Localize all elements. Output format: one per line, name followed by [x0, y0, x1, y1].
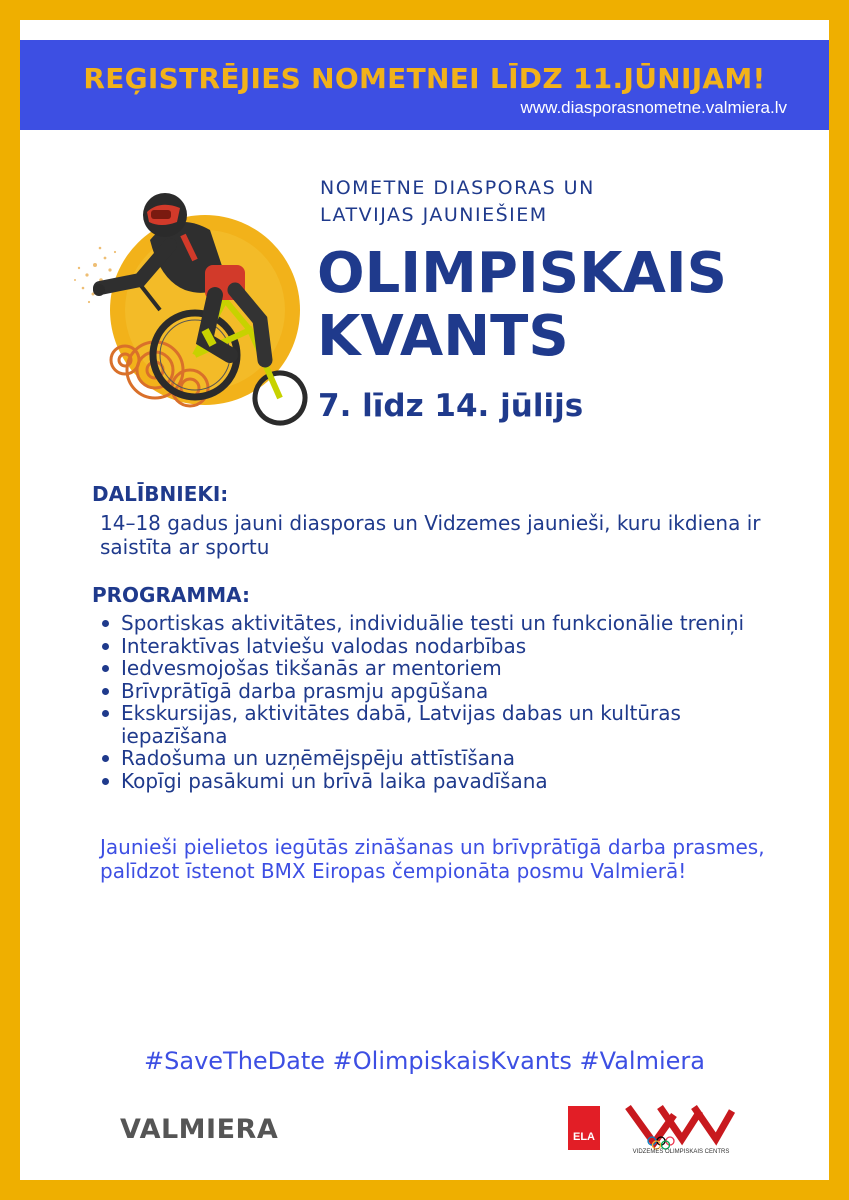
program-item	[100, 612, 780, 635]
camp-dates: 7. līdz 14. jūlijs	[318, 388, 584, 424]
program-item-text: Kopīgi pasākumi un brīvā laika pavadīšana	[121, 768, 548, 793]
program-item	[100, 635, 780, 658]
bullet-icon	[102, 620, 109, 627]
subtitle-line-2: LATVIJAS JAUNIEŠIEM	[320, 204, 548, 226]
program-item-text: Ekskursijas, aktivitātes dabā, Latvijas dabas un kultūras iepazīšana	[121, 701, 681, 748]
bmx-rider-illustration	[65, 170, 310, 430]
bullet-icon	[102, 710, 109, 717]
program-heading: PROGRAMMA:	[92, 583, 251, 607]
ela-logo	[568, 1106, 600, 1150]
program-item-text: Interaktīvas latviešu valodas nodarbības	[121, 633, 527, 658]
ela-logo-text: ELA	[573, 1131, 595, 1143]
camp-title	[317, 242, 727, 368]
bullet-icon	[102, 665, 109, 672]
closing-statement: Jaunieši pielietos iegūtās zināšanas un brīvprātīgā darba prasmes, palīdzot īstenot BMX Eiropas čempionāta posmu Valmierā!	[100, 835, 765, 883]
participants-description: 14–18 gadus jauni diasporas un Vidzemes jaunieši, kuru ikdiena ir saistīta ar sportu	[100, 511, 761, 559]
program-item-text: Brīvprātīgā darba prasmju apgūšana	[121, 678, 489, 703]
poster	[20, 20, 829, 1180]
bullet-icon	[102, 643, 109, 650]
valmiera-logo: VALMIERA	[120, 1114, 279, 1145]
program-item-text: Radošuma un uzņēmējspēju attīstīšana	[121, 746, 515, 770]
bullet-icon	[102, 755, 109, 762]
subtitle-line-1: NOMETNE DIASPORAS UN	[320, 177, 595, 199]
participants-heading: DALĪBNIEKI:	[92, 482, 229, 506]
title-line-1: OLIMPISKAIS	[317, 241, 727, 306]
program-item	[100, 680, 780, 703]
voc-logo-text: VIDZEMES OLIMPISKAIS CENTRS	[632, 1149, 730, 1155]
program-list	[100, 612, 780, 792]
program-item	[100, 657, 780, 680]
program-item	[100, 770, 780, 793]
bullet-icon	[102, 688, 109, 695]
website-link[interactable]: www.diasporasnometne.valmiera.lv	[520, 98, 787, 117]
program-item-text: Sportiskas aktivitātes, individuālie testi un funkcionālie treniņi	[121, 611, 745, 635]
camp-subtitle	[320, 175, 595, 229]
bullet-icon	[102, 778, 109, 785]
title-line-2: KVANTS	[317, 304, 569, 369]
program-item	[100, 747, 780, 770]
program-item	[100, 702, 780, 747]
hashtags: #SaveTheDate #OlimpiskaisKvants #Valmiera	[144, 1047, 705, 1075]
program-item-text: Iedvesmojošas tikšanās ar mentoriem	[121, 656, 502, 680]
registration-headline: REĢISTRĒJIES NOMETNEI LĪDZ 11.JŪNIJAM!	[83, 62, 766, 95]
registration-banner	[20, 40, 829, 130]
